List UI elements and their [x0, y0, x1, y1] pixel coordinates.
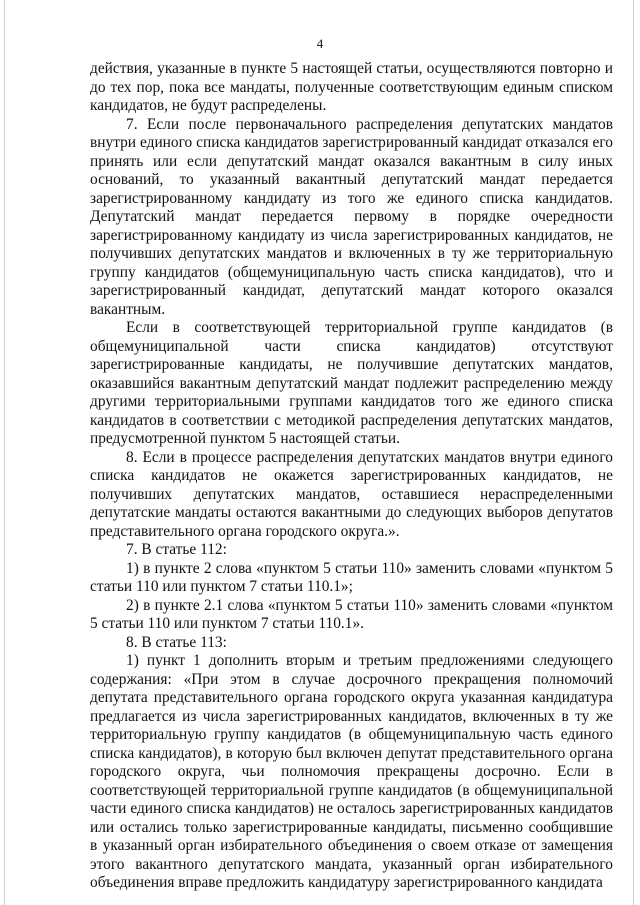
scan-edge-line — [4, 0, 5, 905]
section-heading: 8. В статье 113: — [126, 633, 227, 651]
paragraph: 2) в пункте 2.1 слова «пунктом 5 статьи 110» заменить словами «пунктом 5 статьи 110 или пунктом 7 статьи 110.1». — [90, 596, 613, 632]
section-heading: 7. В статье 112: — [126, 541, 227, 558]
page-number: 4 — [316, 36, 324, 51]
paragraph: 7. Если после первоначального распределения депутатских мандатов внутри единого списка кандидатов зарегистрированный кандидат отказался его принять или если депутатский мандат оказался вакантным в силу иных оснований, то указанный вакантный депутатский мандат передается зарегистрированному кандидату из того же единого списка кандидатов. Депутатский мандат передается первому в порядке очередности зарегистрированному кандидату из числа зарегистрированных кандидатов, не получивших депутатских мандатов и включенных в ту же территориальную группу кандидатов (общемуниципальную часть списка кандидатов), что и зарегистрированный кандидат, депутатский мандат которого оказался вакантным. — [90, 115, 613, 318]
paragraph: Если в соответствующей территориальной группе кандидатов (в общемуниципальной части списка кандидатов) отсутствуют зарегистрированные кандидаты, не получившие депутатских мандатов, оказавшийся вакантным депутатский мандат подлежит распределению между другими территориальными группами кандидатов того же единого списка кандидатов в соответствии с методикой распределения депутатских мандатов, предусмотренной пунктом 5 настоящей статьи. — [90, 319, 613, 447]
document-body — [90, 60, 613, 893]
paragraph: 8. Если в процессе распределения депутатских мандатов внутри единого списка кандидатов не окажется зарегистрированных кандидатов, не получивших депутатских мандатов, оставшиеся нераспределенными депутатские мандаты остаются вакантными до следующих выборов депутатов представительного органа городского округа.». — [90, 448, 613, 540]
paragraph: действия, указанные в пункте 5 настоящей статьи, осуществляются повторно и до тех пор, пока все мандаты, полученные соответствующим единым списком кандидатов, не будут распределены. — [90, 60, 613, 114]
paragraph: 1) пункт 1 дополнить вторым и третьим предложениями следующего содержания: «При этом в случае досрочного прекращения полномочий депутата представительного органа городского округа указанная кандидатура предлагается из числа зарегистрированных кандидатов, включенных в ту же территориальную группу кандидатов (в общемуниципальную часть единого списка кандидатов), в которую был включен депутат представительного органа городского округа, чьи полномочия прекращены досрочно. Если в соответствующей территориальной группе кандидатов (в общемуниципальной части единого списка кандидатов) не осталось зарегистрированных кандидатов или остались только зарегистрированные кандидаты, письменно сообщившие в указанный орган избирательного объединения о своем отказе от замещения этого вакантного депутатского мандата, указанный орган избирательного объединения вправе предложить кандидатуру зарегистрированного кандидата — [90, 652, 613, 891]
paragraph: 1) в пункте 2 слова «пунктом 5 статьи 110» заменить словами «пунктом 5 статьи 110 или пунктом 7 статьи 110.1»; — [90, 559, 613, 595]
scan-edge-line — [633, 0, 634, 905]
